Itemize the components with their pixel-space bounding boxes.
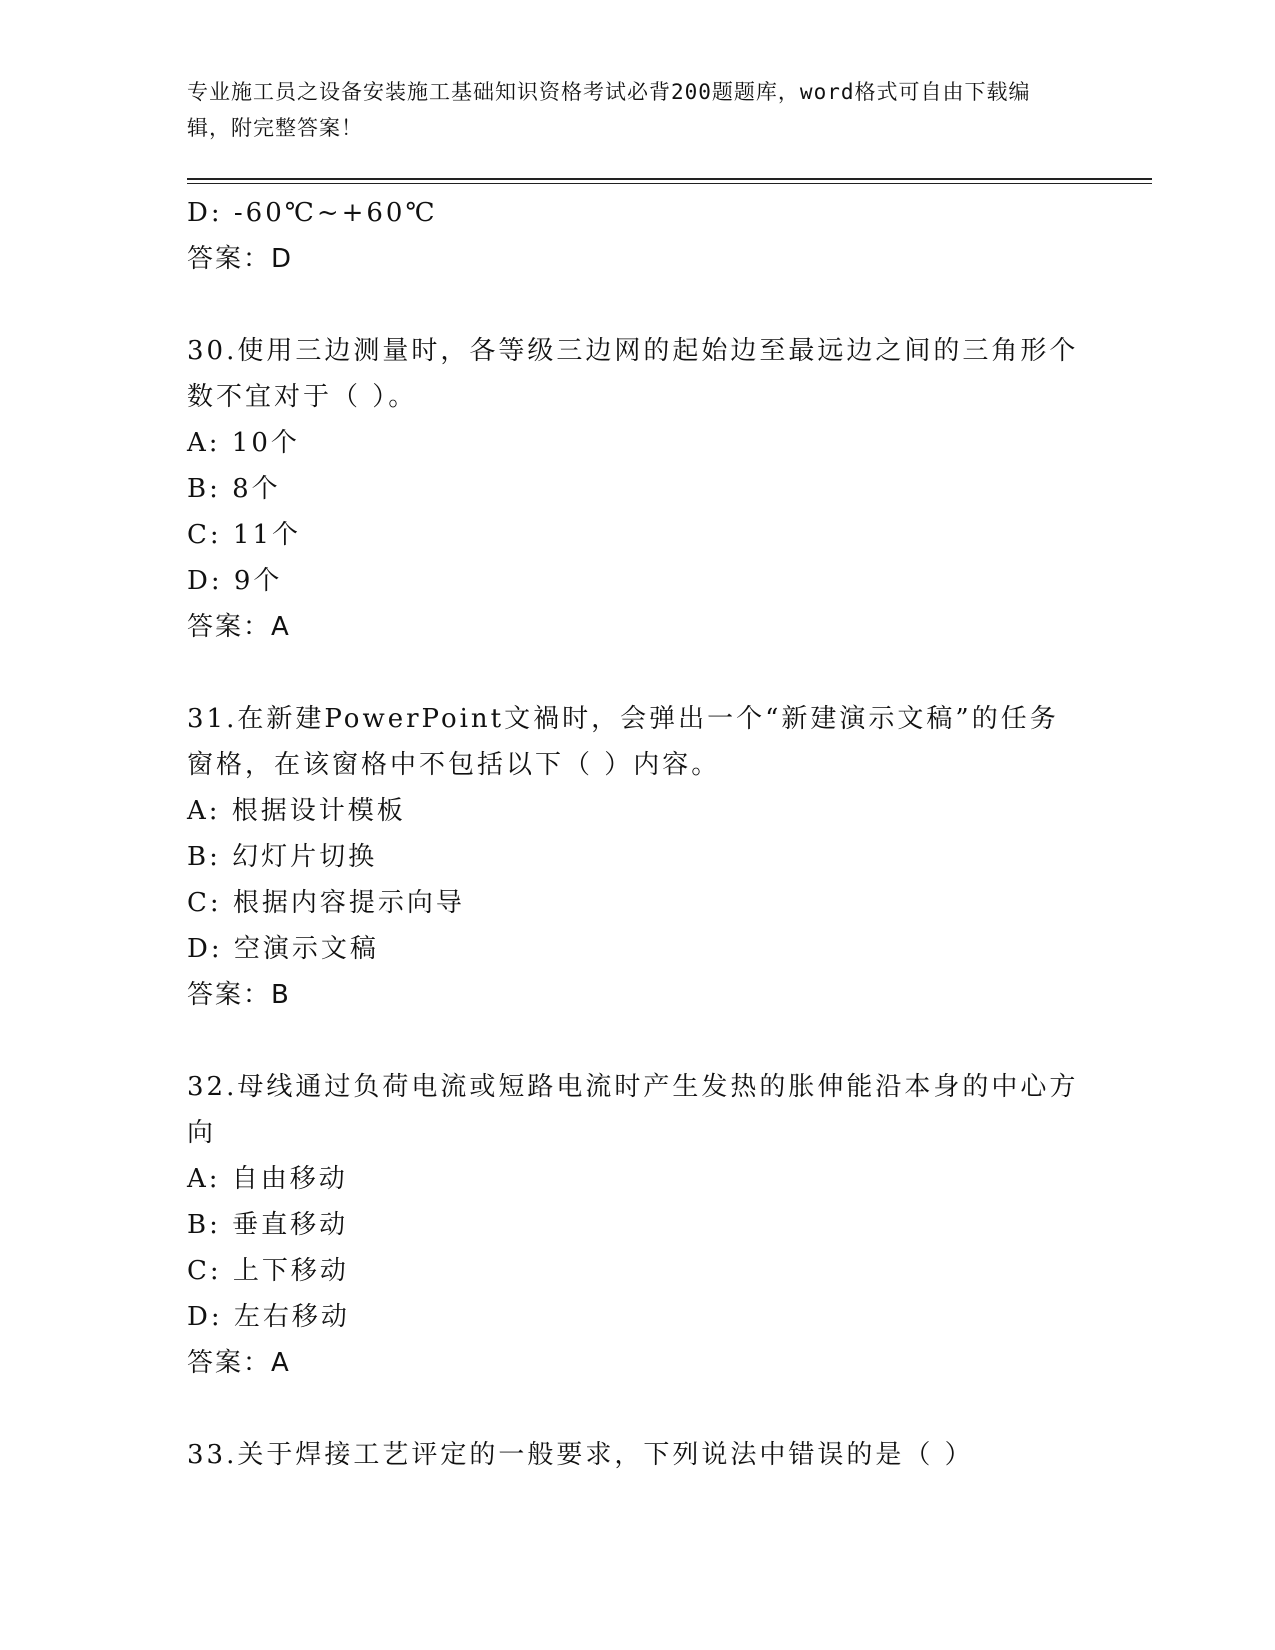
header-rule-thin (187, 183, 1152, 184)
option-d: D: -60℃~+60℃ (187, 198, 438, 228)
header-rule-thick (187, 178, 1152, 180)
option-d: D: 左右移动 (187, 1302, 350, 1332)
question-33: 33.关于焊接工艺评定的一般要求，下列说法中错误的是（ ） (187, 1440, 974, 1470)
answer: 答案：D (187, 244, 294, 274)
answer: 答案：B (187, 980, 291, 1010)
option-c: C: 上下移动 (187, 1256, 349, 1286)
answer: 答案：A (187, 1348, 291, 1378)
question-30: 30.使用三边测量时，各等级三边网的起始边至最远边之间的三角形个数不宜对于（ ）。 (187, 336, 1079, 412)
answer: 答案：A (187, 612, 291, 642)
option-a: A: 自由移动 (187, 1164, 348, 1194)
option-a: A: 10个 (187, 428, 300, 458)
question-31: 31.在新建PowerPoint文禍时，会弹出一个“新建演示文稿”的任务窗格，在该窗格中不包括以下（ ）内容。 (187, 704, 1059, 780)
option-b: B: 幻灯片切换 (187, 842, 378, 872)
document-body (187, 190, 1087, 1478)
option-d: D: 空演示文稿 (187, 934, 379, 964)
question-32: 32.母线通过负荷电流或短路电流时产生发热的胀伸能沿本身的中心方向 (187, 1072, 1079, 1148)
option-d: D: 9个 (187, 566, 283, 596)
option-a: A: 根据设计模板 (187, 796, 406, 826)
option-b: B: 垂直移动 (187, 1210, 349, 1240)
option-c: C: 11个 (187, 520, 302, 550)
page-header: 专业施工员之设备安装施工基础知识资格考试必背200题题库，word格式可自由下载编辑，附完整答案！ (187, 80, 1031, 140)
option-c: C: 根据内容提示向导 (187, 888, 465, 918)
option-b: B: 8个 (187, 474, 281, 504)
